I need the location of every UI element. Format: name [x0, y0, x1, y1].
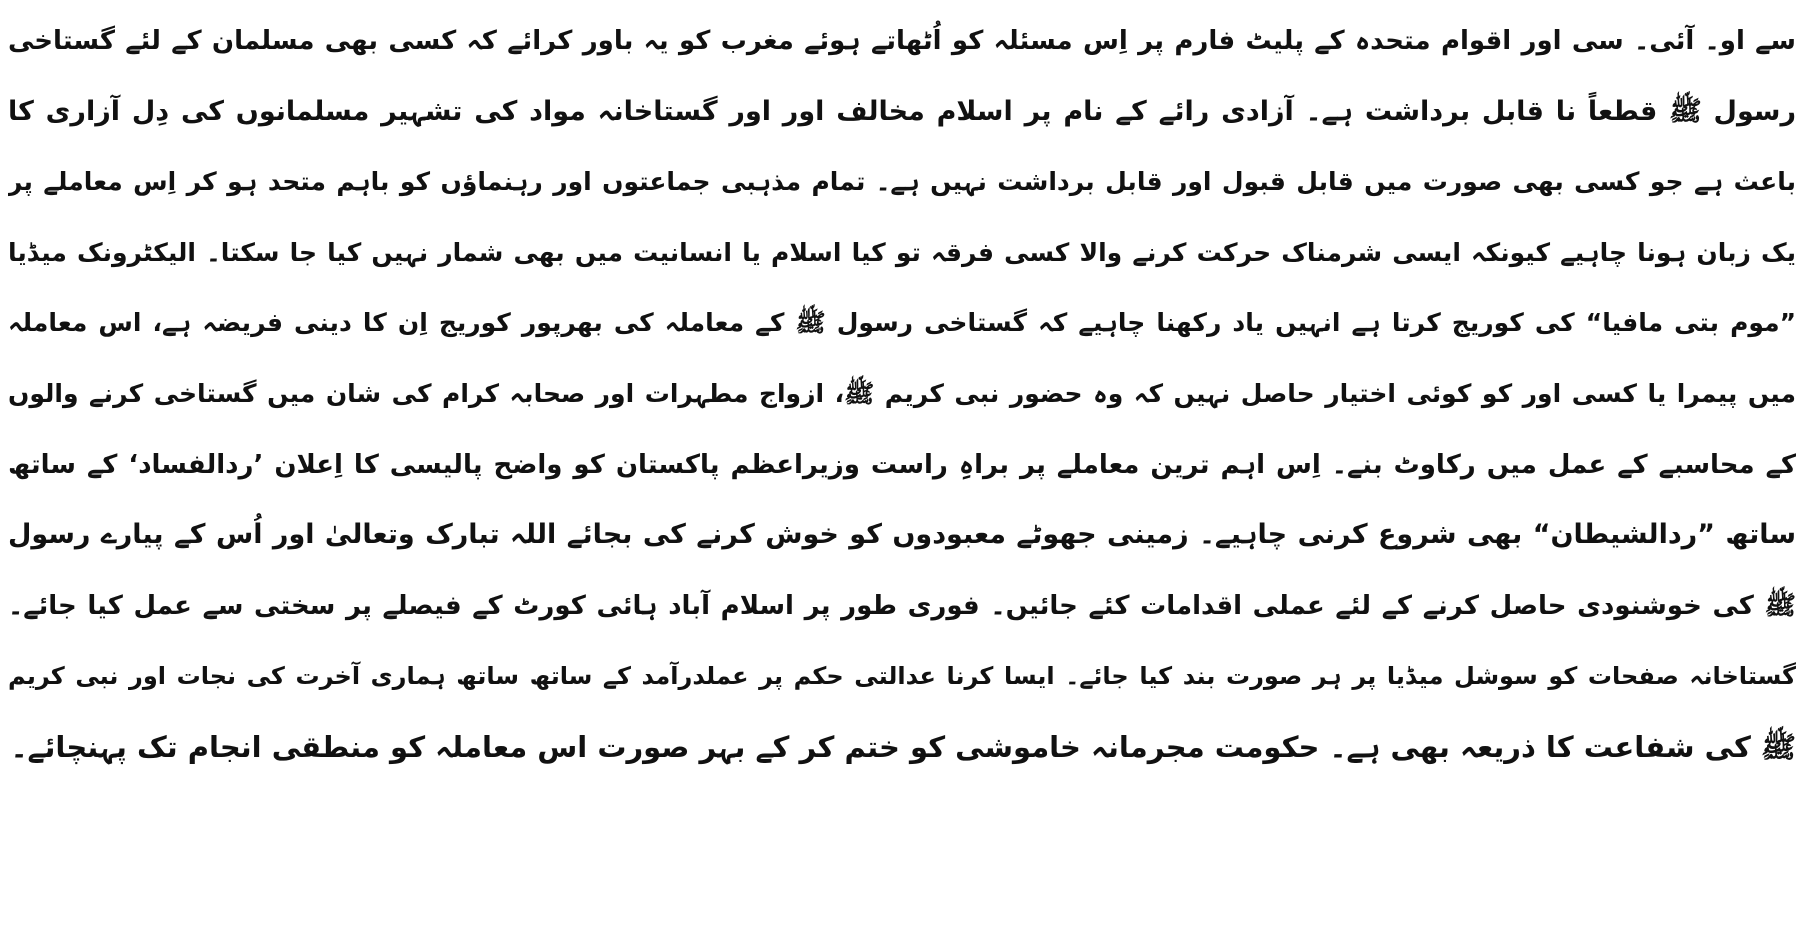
text-line: ساتھ ”ردالشیطان“ بھی شروع کرنی چاہیے۔ زمینی جھوٹے معبودوں کو خوش کرنے کی بجائے اللہ تبارک وتعالیٰ اور اُس کے پیارے رسول — [8, 519, 1796, 551]
text-line: کے محاسبے کے عمل میں رکاوٹ بنے۔ اِس اہم ترین معاملے پر براہِ راست وزیراعظم پاکستان کو واضح پالیسی کا اِعلان ’ردالفساد‘ کے ساتھ — [8, 449, 1796, 480]
text-line: میں پیمرا یا کسی اور کو کوئی اختیار حاصل نہیں کہ وہ حضور نبی کریم ﷺ، ازواج مطہرات اور صحابہ کرام کی شان میں گستاخی کرنے والوں — [8, 378, 1796, 408]
text-line: سے او۔ آئی۔ سی اور اقوام متحدہ کے پلیٹ فارم پر اِس مسئلہ کو اُٹھاتے ہوئے مغرب کو یہ باور کرائے کہ کسی بھی مسلمان کے لئے گستاخی — [8, 26, 1796, 56]
article-body — [8, 6, 1796, 938]
text-line: رسول ﷺ قطعاً نا قابل برداشت ہے۔ آزادی رائے کے نام پر اسلام مخالف اور اور گستاخانہ مواد کی تشہیر مسلمانوں کی دِل آزاری کا — [8, 95, 1796, 127]
text-line: ”موم بتی مافیا“ کی کوریج کرتا ہے انہیں یاد رکھنا چاہیے کہ گستاخی رسول ﷺ کے معاملہ کی بھرپور کوریج اِن کا دینی فریضہ ہے، اس معاملہ — [8, 308, 1796, 338]
text-line: گستاخانہ صفحات کو سوشل میڈیا پر ہر صورت بند کیا جائے۔ ایسا کرنا عدالتی حکم پر عملدرآمد کے ساتھ ساتھ ہماری آخرت کی نجات اور نبی کریم — [8, 662, 1796, 691]
text-line: ﷺ کی خوشنودی حاصل کرنے کے لئے عملی اقدامات کئے جائیں۔ فوری طور پر اسلام آباد ہائی کورٹ کے فیصلے پر سختی سے عمل کیا جائے۔ — [8, 590, 1796, 621]
text-line: یک زبان ہونا چاہیے کیونکہ ایسی شرمناک حرکت کرنے والا کسی فرقہ تو کیا اسلام یا انسانیت میں بھی شمار نہیں کیا جا سکتا۔ الیکٹرونک میڈیا — [8, 237, 1796, 267]
text-line: باعث ہے جو کسی بھی صورت میں قابل قبول اور قابل برداشت نہیں ہے۔ تمام مذہبی جماعتوں اور رہنماؤں کو باہم متحد ہو کر اِس معاملے پر — [8, 167, 1796, 197]
text-line-last: ﷺ کی شفاعت کا ذریعہ بھی ہے۔ حکومت مجرمانہ خاموشی کو ختم کر کے بہر صورت اس معاملہ کو منطقی انجام تک پہنچائے۔ — [10, 729, 1796, 764]
